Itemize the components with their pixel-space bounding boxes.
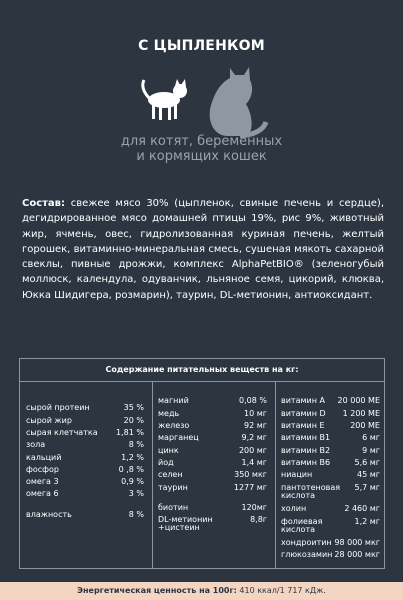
nutrient-label: витамин A [281,396,325,405]
kitten-icon [143,79,187,120]
nutrient-label: магний [158,396,189,405]
nutrient-label: +цистеин [158,523,200,532]
nutrient-value: 5,6 мг [354,458,380,467]
product-variant-title: С ЦЫПЛЕНКОМ [138,38,265,54]
nutrient-value: 3 % [128,489,144,498]
nutrient-value: 5,7 мг [354,483,380,492]
nutrient-label: омега 6 [26,489,59,498]
nutrient-value: 2 460 мг [344,504,380,513]
nutrient-value: 1277 мг [233,483,267,492]
nutrient-label: селен [158,470,183,479]
nutrition-table [19,358,385,569]
nutrient-value: 92 мг [244,421,267,430]
subtitle-line-2: и кормящих кошек [136,149,267,164]
nutrient-label: витамин D [281,409,326,418]
nutrient-label: глюкозамин [281,550,333,559]
energy-value: 410 ккал/1 717 кДж. [239,586,326,595]
nutrient-value: 200 МЕ [350,421,380,430]
nutrient-value: 9,2 мг [241,433,267,442]
energy-value-band [0,582,403,600]
nutrition-table-title: Содержание питательных веществ на кг: [20,359,384,382]
nutrient-label: таурин [158,483,188,492]
energy-label: Энергетическая ценность на 100г: [77,586,237,595]
nutrient-label: зола [26,440,46,449]
nutrient-value: 1,4 мг [241,458,267,467]
nutrient-label: витамин E [281,421,325,430]
nutrient-label: биотин [158,503,189,512]
nutrient-value: 45 мг [357,470,380,479]
composition-body: свежее мясо 30% (цыпленок, свиные печень и сердце), дегидрированное мясо домашней птицы 19%, рис 9%, животный жир, ячмень, овес, гидролизованная куриная печень, желтый горошек, витаминно-минеральная смесь, сушеная мякоть сахарной свеклы, пивные дрожжи, комплекс AlphaPetBIO® (зеленогубый моллюск, календула, одуванчик, льняное семя, цикорий, клюква, Юкка Шидигера, розмарин), таурин, DL-метионин, антиоксидант. [22,198,384,301]
nutrient-value: 0,08 % [239,396,267,405]
nutrient-label: кислота [281,525,315,534]
nutrient-value: 120мг [241,503,267,512]
nutrient-value: 6 мг [362,433,380,442]
nutrient-value: 20 000 МЕ [337,396,380,405]
nutrition-column-vitamins [276,382,384,568]
nutrient-value: 0 ,8 % [118,465,144,474]
nutrient-value: 0,9 % [121,477,144,486]
nutrient-label: ниацин [281,470,313,479]
nutrient-value: 9 мг [362,446,380,455]
nutrient-label: медь [158,409,180,418]
nutrient-label: цинк [158,446,179,455]
nutrient-label: кислота [281,491,315,500]
nutrient-label: сырая клетчатка [26,428,98,437]
nutrient-label: марганец [158,433,199,442]
nutrient-value: 1,2 % [121,453,144,462]
target-audience-subtitle [0,134,403,164]
composition-text [22,196,384,303]
nutrient-value: 1,2 мг [354,517,380,526]
nutrient-value: 8 % [128,440,144,449]
nutrient-value: 200 мг [238,446,267,455]
nutrient-label: сырой жир [26,416,72,425]
nutrition-column-main [20,382,153,568]
nutrient-value: 98 000 мкг [334,538,380,547]
nutrient-label: влажность [26,510,72,519]
nutrient-value: 35 % [123,403,144,412]
composition-label: Состав: [22,198,66,209]
nutrient-label: пантотеновая [281,483,341,492]
nutrient-value: 28 000 мкг [334,550,380,559]
nutrient-value: 1,81 % [116,428,144,437]
nutrient-label: сырой протеин [26,403,90,412]
nutrient-label: железо [158,421,190,430]
nutrient-label: омега 3 [26,477,59,486]
nutrient-label: фосфор [26,465,59,474]
nutrient-value: 10 мг [244,409,267,418]
nutrient-label: витамин B6 [281,458,331,467]
nutrient-label: фолиевая [281,517,323,526]
nutrient-label: витамин B2 [281,446,331,455]
nutrient-value: 8,8г [250,515,267,524]
nutrient-label: йод [158,458,174,467]
nutrient-value: 20 % [123,416,144,425]
nutrient-value: 350 мкг [234,470,267,479]
nutrient-label: кальций [26,453,62,462]
nutrient-value: 8 % [128,510,144,519]
nutrient-label: DL-метионин [158,515,213,524]
nutrition-column-minerals [153,382,276,568]
adult-cat-icon [210,67,266,136]
nutrient-label: витамин B1 [281,433,331,442]
nutrient-label: хондроитин [281,538,332,547]
subtitle-line-1: для котят, беременных [120,134,283,149]
nutrient-label: холин [281,504,307,513]
cats-icon [140,58,270,138]
nutrient-value: 1 200 МЕ [342,409,380,418]
